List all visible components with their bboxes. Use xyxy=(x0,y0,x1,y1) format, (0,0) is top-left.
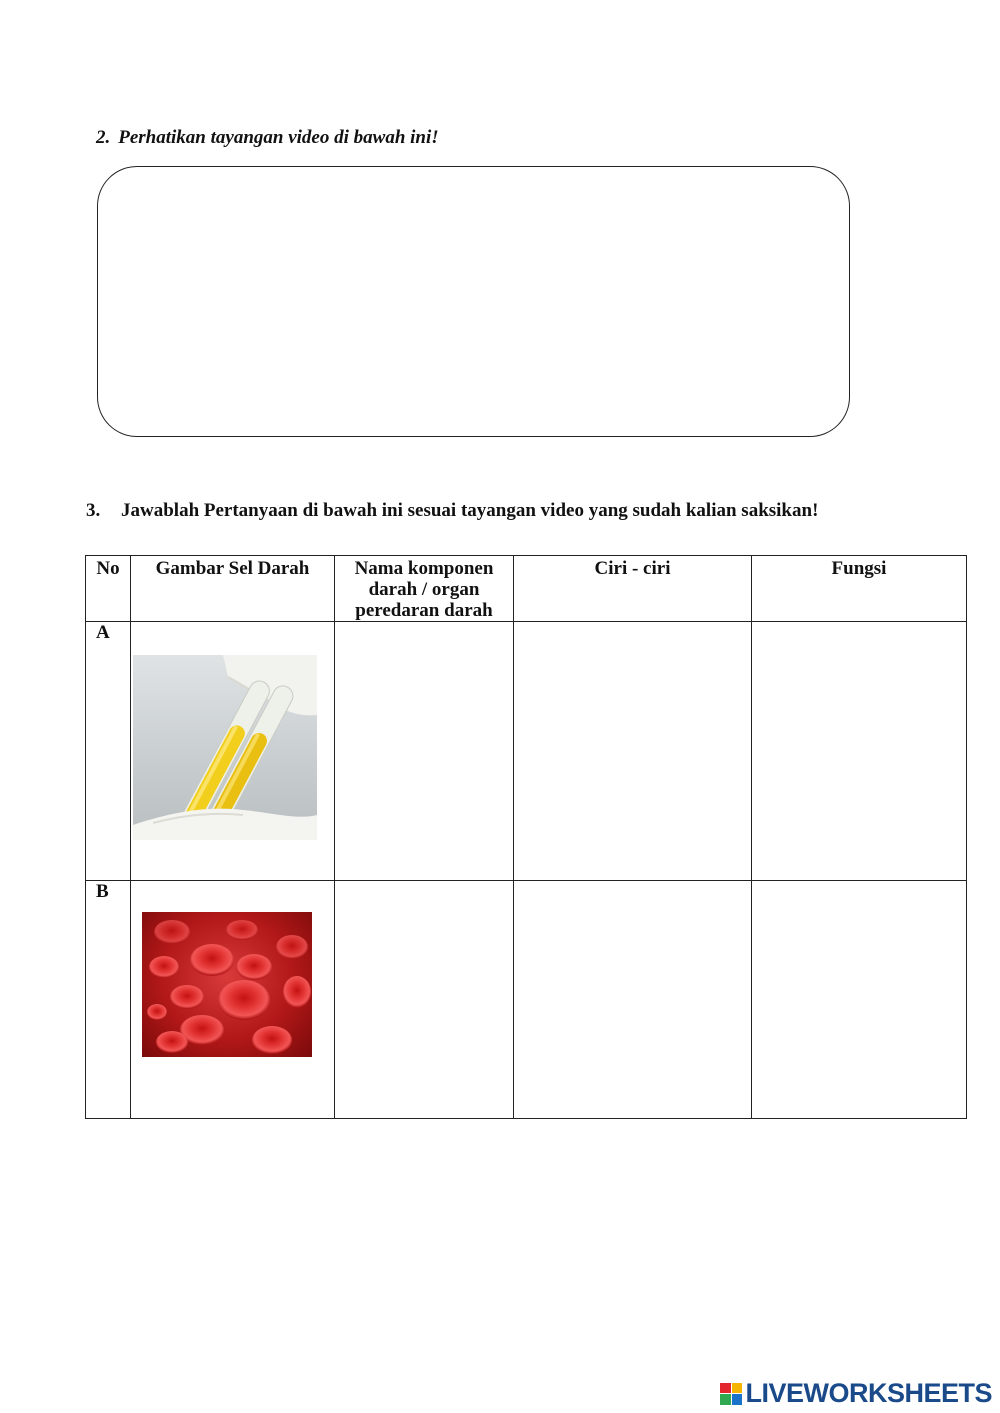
traits-answer-cell[interactable] xyxy=(514,881,752,1119)
header-image: Gambar Sel Darah xyxy=(131,556,335,622)
logo-text: LIVEWORKSHEETS xyxy=(745,1378,992,1408)
red-blood-cells-image xyxy=(142,912,312,1057)
header-name: Nama komponen darah / organ peredaran darah xyxy=(335,556,514,622)
question-3 xyxy=(86,500,818,522)
row-label: B xyxy=(86,881,131,1119)
question-2-text: Perhatikan tayangan video di bawah ini! xyxy=(118,127,439,148)
image-cell xyxy=(131,622,335,881)
liveworksheets-logo xyxy=(720,1378,992,1409)
video-placeholder-box[interactable] xyxy=(97,166,850,437)
table-row xyxy=(86,881,967,1119)
image-cell xyxy=(131,881,335,1119)
blood-cell-table xyxy=(85,555,967,1119)
row-label: A xyxy=(86,622,131,881)
table-row xyxy=(86,622,967,881)
logo-mark-icon xyxy=(720,1383,742,1405)
traits-answer-cell[interactable] xyxy=(514,622,752,881)
question-2-number: 2. xyxy=(96,127,111,148)
header-traits: Ciri - ciri xyxy=(514,556,752,622)
name-answer-cell[interactable] xyxy=(335,622,514,881)
header-function: Fungsi xyxy=(752,556,967,622)
function-answer-cell[interactable] xyxy=(752,622,967,881)
name-answer-cell[interactable] xyxy=(335,881,514,1119)
function-answer-cell[interactable] xyxy=(752,881,967,1119)
header-no: No xyxy=(86,556,131,622)
question-2 xyxy=(96,127,439,149)
question-3-number: 3. xyxy=(86,500,101,521)
plasma-test-tubes-image xyxy=(133,655,317,840)
question-3-text: Jawablah Pertanyaan di bawah ini sesuai tayangan video yang sudah kalian saksikan! xyxy=(121,500,819,521)
table-header-row xyxy=(86,556,967,622)
